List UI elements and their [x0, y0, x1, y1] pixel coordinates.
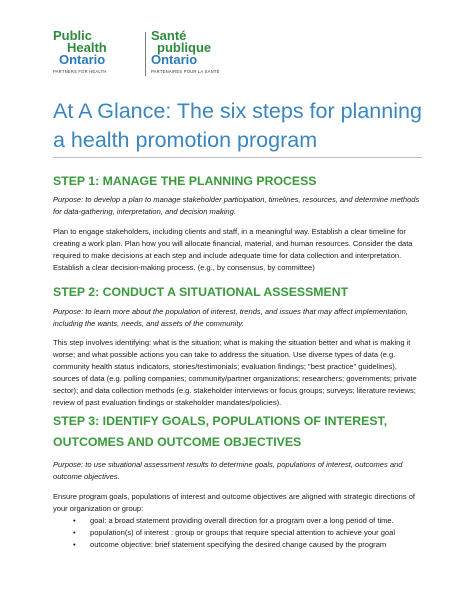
- list-item-population: • population(s) of interest : group or groups that require special attention to achieve your goal: [53, 527, 423, 539]
- logo-en-line2: Health: [67, 40, 107, 55]
- logo-fr-tagline: PARTENAIRES POUR LA SANTÉ: [151, 69, 220, 74]
- list-item-goal: • goal: a broad statement providing overall direction for a program over a long period of time.: [53, 515, 423, 527]
- step3-purpose: Purpose: to use situational assessment results to determine goals, populations of interest, outcomes and outcome objectives.: [53, 460, 403, 482]
- logo-french: [151, 30, 246, 74]
- logo-en-tagline: PARTNERS FOR HEALTH: [53, 69, 107, 74]
- logo-fr-line1: Santé: [151, 28, 187, 43]
- step2-purpose: Purpose: to learn more about the population of interest, trends, and issues that may affect implementation, including the wants, needs, and assets of the community.: [53, 307, 408, 329]
- step1-purpose: Purpose: to develop a plan to manage stakeholder participation, timelines, resources, and determine methods for data-gathering, interpretation, and decision making.: [53, 195, 420, 217]
- step3-bullet-list: [53, 515, 423, 551]
- document-title: At A Glance: The six steps for planning a health promotion program: [53, 99, 422, 152]
- logo-fr-line3: Ontario: [151, 52, 198, 67]
- step1-heading: STEP 1: MANAGE THE PLANNING PROCESS: [53, 174, 317, 188]
- public-health-ontario-logo: [53, 30, 243, 80]
- step1-body: Plan to engage stakeholders, including clients and staff, in a meaningful way. Establish a clear timeline for creating a work plan. Plan how you will allocate financial, material, and human resources. Consider the data required to make decisions at each step and include adequate time for data collection and interpretation. Establish a clear decision-making process. (e.g., by consensus, by committee): [53, 227, 413, 273]
- step2-heading: STEP 2: CONDUCT A SITUATIONAL ASSESSMENT: [53, 285, 349, 299]
- logo-fr-line2: publique: [157, 40, 212, 55]
- logo-en-line1: Public: [53, 28, 93, 43]
- list-item-outcome-objective: • outcome objective: brief statement specifying the desired change caused by the program: [53, 539, 423, 551]
- logo-divider: [145, 32, 146, 76]
- step3-heading: STEP 3: IDENTIFY GOALS, POPULATIONS OF INTEREST, OUTCOMES AND OUTCOME OBJECTIVES: [53, 414, 388, 449]
- logo-en-line3: Ontario: [59, 52, 106, 67]
- title-divider: [53, 157, 422, 158]
- step2-body: This step involves identifying: what is the situation; what is making the situation better and what is making it worse; and what possible actions you can take to address the situation. Use diverse types of data (e.g. community health status indicators, stories/testimonials; evaluation findings; "best practice" guidelines), sources of data (e.g. polling companies; community/partner organizations; researchers; governments; private sector); and data collection methods (e.g. stakeholder interviews or focus groups; surveys; literature reviews; review of past evaluation findings or stakeholder mandates/policies).: [53, 338, 417, 408]
- step3-body: Ensure program goals, populations of interest and outcome objectives are aligned with strategic directions of your organization or group:: [53, 492, 416, 514]
- logo-english: [53, 30, 141, 74]
